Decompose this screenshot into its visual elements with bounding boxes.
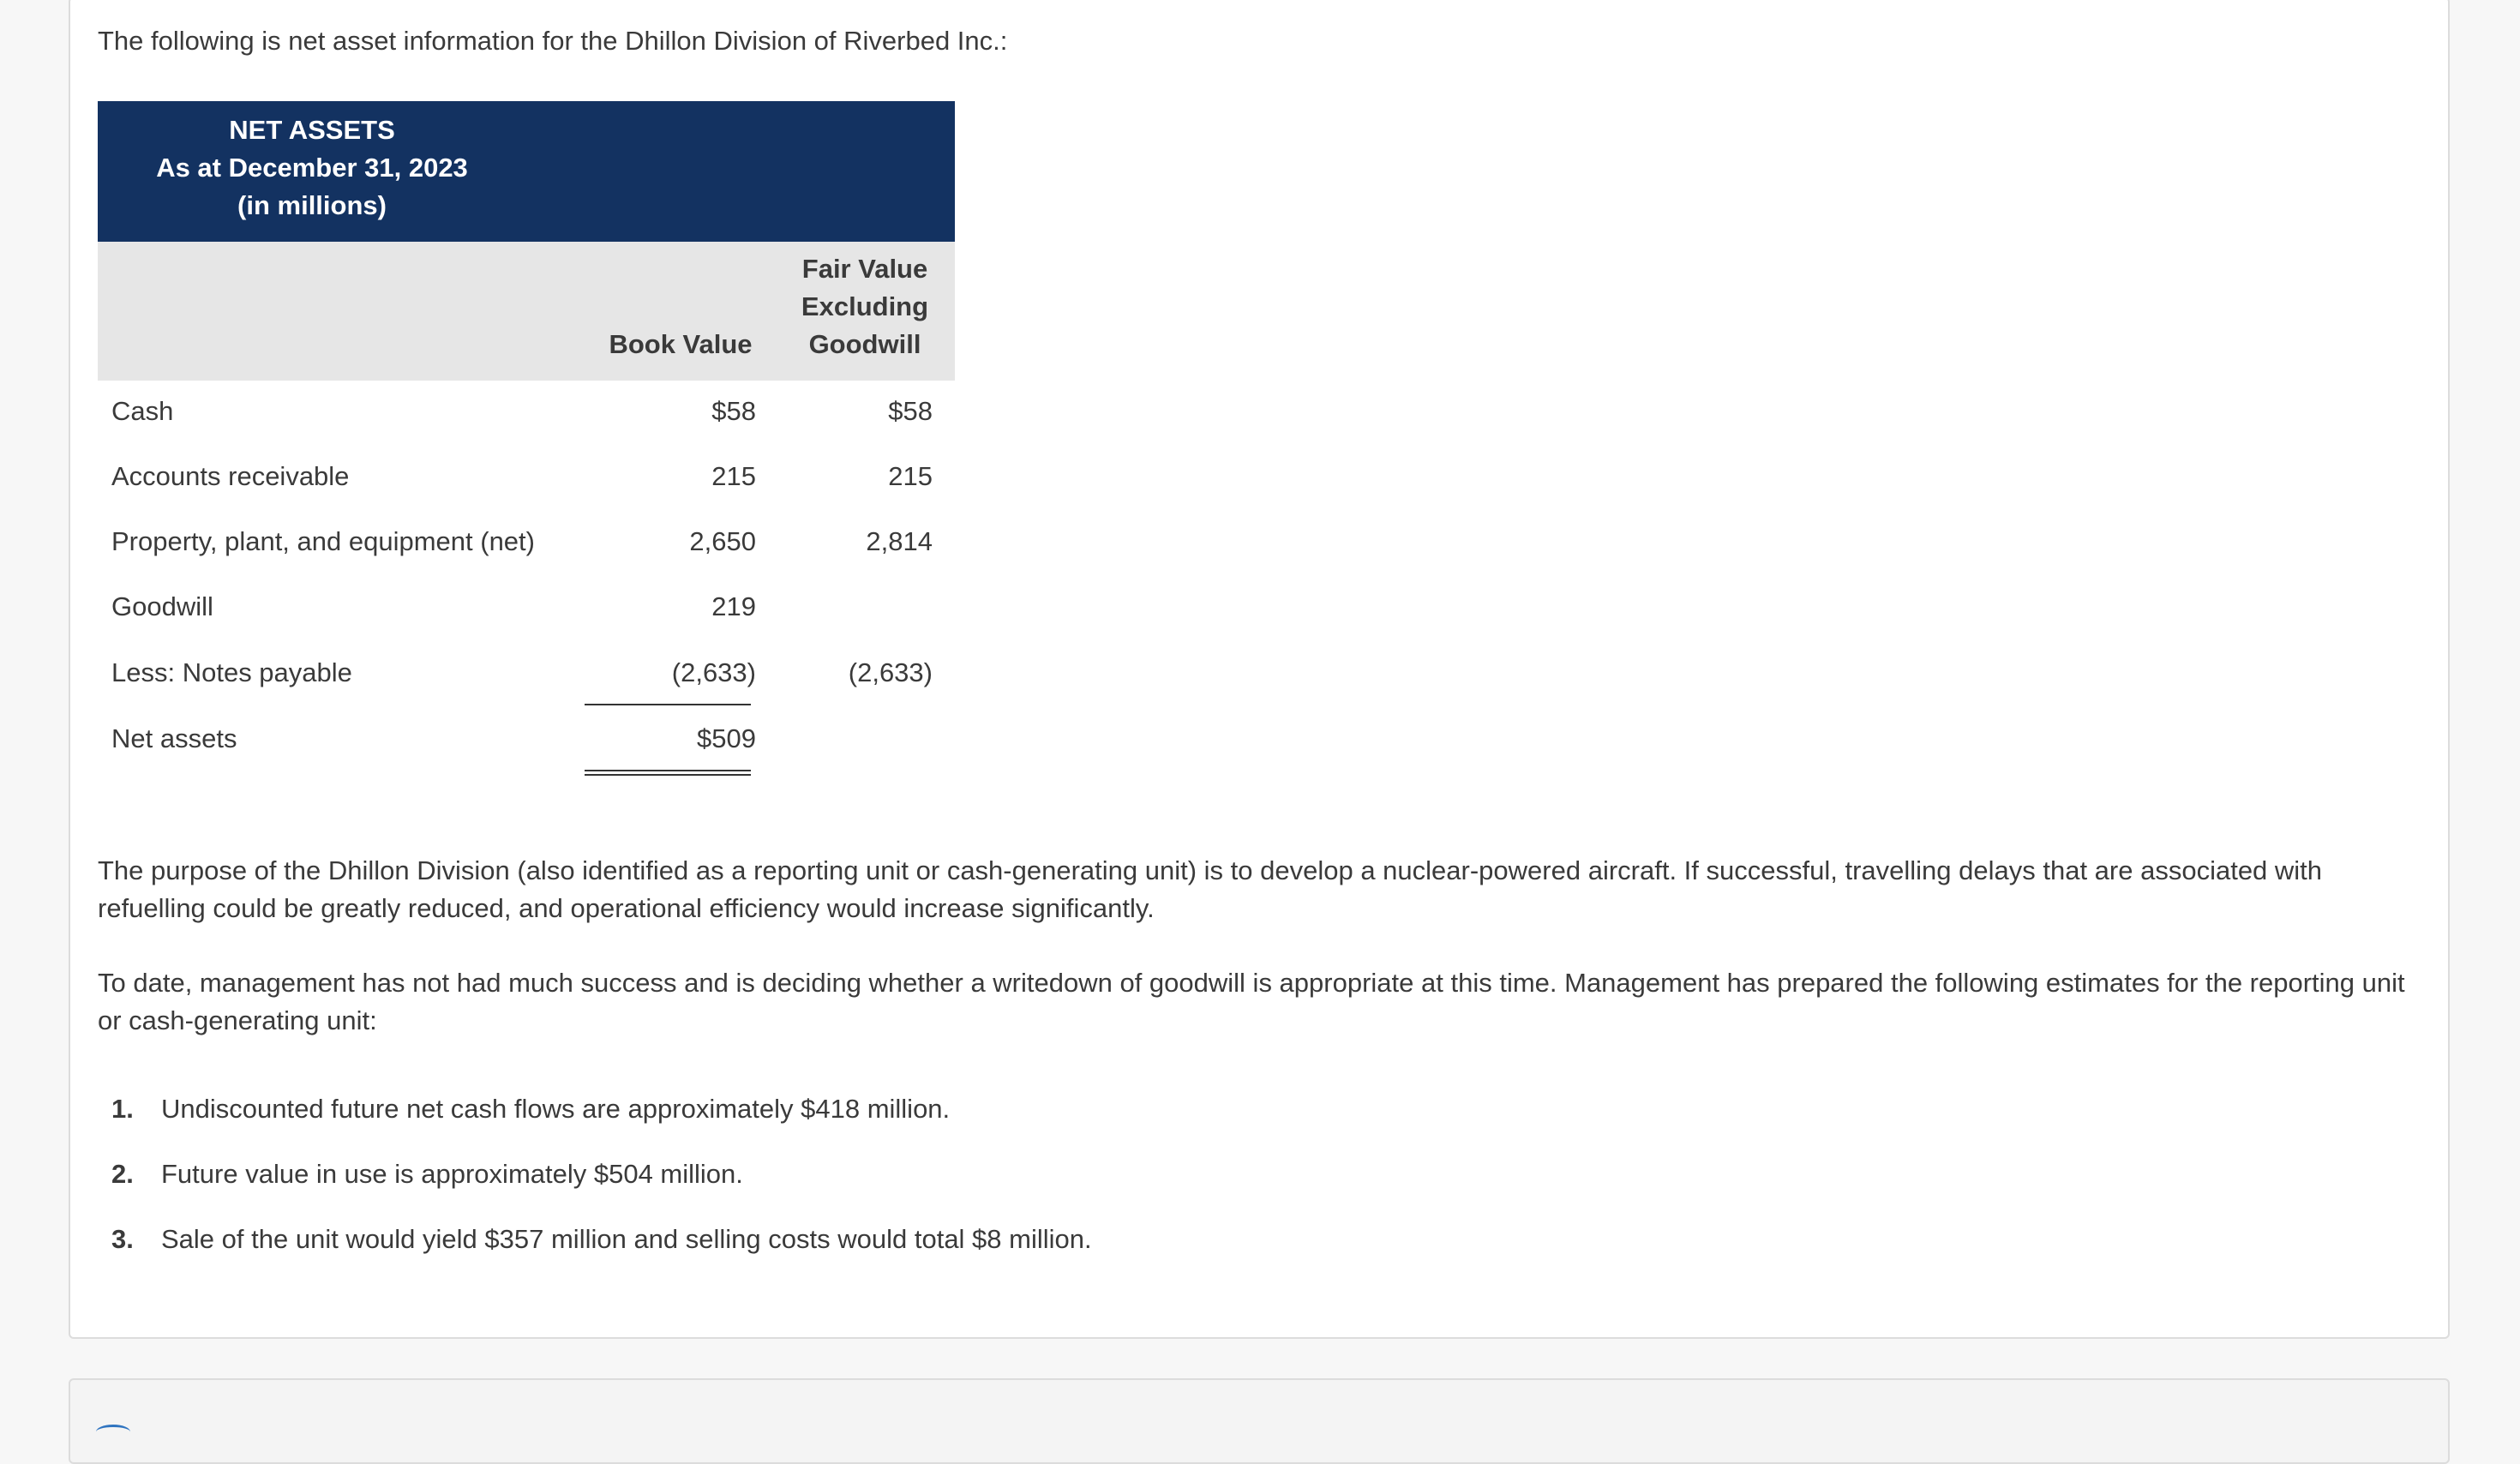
ppe-book-value: 2,650 bbox=[689, 526, 756, 556]
total-double-rule-bottom bbox=[585, 774, 751, 776]
table-title-line-2: As at December 31, 2023 bbox=[156, 153, 468, 183]
notes-payable-fair-value: (2,633) bbox=[848, 657, 933, 687]
row-label-ppe: Property, plant, and equipment (net) bbox=[111, 526, 535, 556]
total-double-rule-top bbox=[585, 770, 751, 771]
list-item-text: Sale of the unit would yield $357 million and selling costs would total $8 million. bbox=[161, 1224, 1092, 1254]
table-title-header bbox=[98, 101, 955, 242]
accounts-receivable-book-value: 215 bbox=[711, 461, 756, 491]
accounts-receivable-fair-value: 215 bbox=[888, 461, 933, 491]
estimates-intro-paragraph: To date, management has not had much success and is deciding whether a writedown of goodwill is appropriate at this time. Management has prepared the following estimates for the reporting unit or cash-generating unit: bbox=[98, 968, 2405, 1035]
col-header-book-value: Book Value bbox=[609, 329, 753, 359]
intro-text: The following is net asset information for the Dhillon Division of Riverbed Inc.: bbox=[98, 26, 1008, 56]
subtotal-rule bbox=[585, 704, 751, 705]
column-header-row bbox=[98, 242, 955, 381]
table-title-line-3: (in millions) bbox=[237, 190, 387, 220]
list-item-text: Undiscounted future net cash flows are approximately $418 million. bbox=[161, 1094, 951, 1124]
net-assets-book-value: $509 bbox=[697, 723, 756, 753]
next-question-card bbox=[69, 1378, 2450, 1464]
col-header-fair-value-line-1: Fair Value bbox=[801, 254, 928, 284]
list-item-number: 3. bbox=[111, 1224, 134, 1254]
list-item bbox=[111, 1221, 1092, 1258]
cash-book-value: $58 bbox=[711, 396, 756, 426]
question-card bbox=[69, 0, 2450, 1339]
list-item-number: 2. bbox=[111, 1159, 134, 1189]
table-title-line-1: NET ASSETS bbox=[229, 115, 395, 145]
list-item bbox=[111, 1155, 743, 1193]
cash-fair-value: $58 bbox=[888, 396, 933, 426]
row-label-goodwill: Goodwill bbox=[111, 591, 213, 621]
list-item bbox=[111, 1090, 950, 1128]
part-marker-icon bbox=[96, 1425, 130, 1439]
row-label-cash: Cash bbox=[111, 396, 174, 426]
purpose-paragraph: The purpose of the Dhillon Division (also identified as a reporting unit or cash-generating unit) is to develop a nuclear-powered aircraft. If successful, travelling delays that are associated with refuelling could be greatly reduced, and operational efficiency would increase significantly. bbox=[98, 855, 2323, 923]
goodwill-book-value: 219 bbox=[711, 591, 756, 621]
notes-payable-book-value: (2,633) bbox=[671, 657, 756, 687]
row-label-net-assets: Net assets bbox=[111, 723, 237, 753]
col-header-fair-value-line-3: Goodwill bbox=[808, 329, 921, 359]
row-label-notes-payable: Less: Notes payable bbox=[111, 657, 352, 687]
list-item-number: 1. bbox=[111, 1094, 134, 1124]
row-label-accounts-receivable: Accounts receivable bbox=[111, 461, 350, 491]
list-item-text: Future value in use is approximately $504 million. bbox=[161, 1159, 743, 1189]
col-header-fair-value-line-2: Excluding bbox=[801, 291, 929, 321]
ppe-fair-value: 2,814 bbox=[866, 526, 933, 556]
